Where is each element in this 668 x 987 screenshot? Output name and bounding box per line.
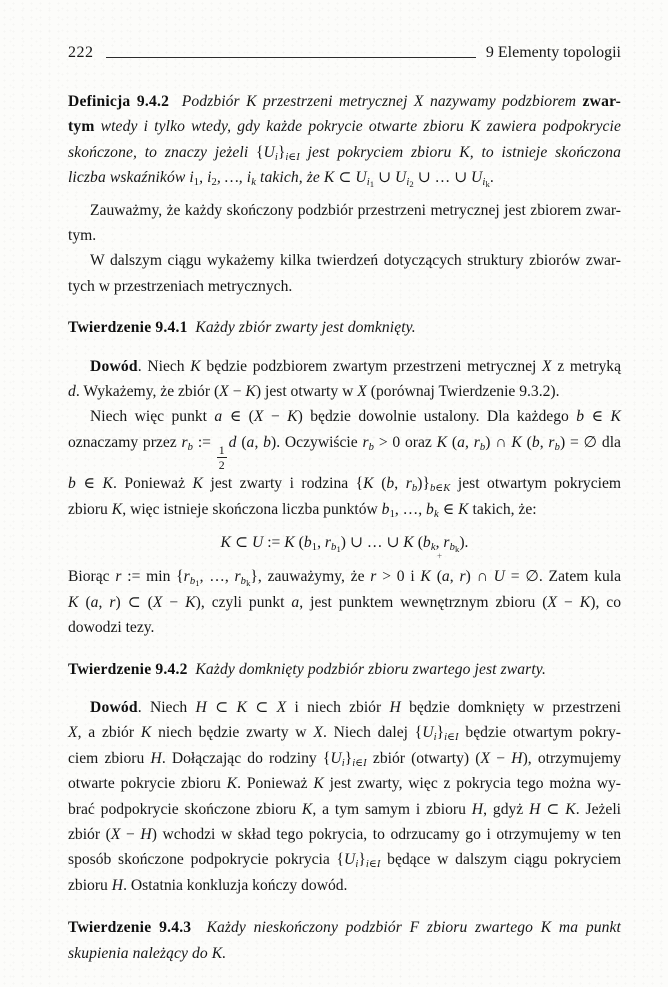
text-line: d. Wykażemy, że zbiór (X − K) jest otwarty w X (porównaj Twierdzenie 9.3.2). bbox=[68, 383, 560, 401]
intro-paragraph bbox=[68, 248, 621, 299]
proof-9-4-2 bbox=[68, 695, 621, 898]
page-number: 222 bbox=[68, 44, 94, 61]
text-line: zbioru K, więc istnieje skończona liczba punktów $b_1$, …, $b_k$ ∈ K takich, że: bbox=[68, 500, 537, 520]
scan-artifact: + bbox=[437, 551, 443, 561]
remark-paragraph bbox=[68, 198, 621, 249]
theorem-9-4-2 bbox=[68, 657, 621, 682]
text-line: K ⊂ U := K ($b_1$, $r_{b_1}$) ∪ … ∪ K ($b_k$, $r_{b_k}$). bbox=[220, 533, 469, 554]
text-line: tym. bbox=[68, 227, 97, 245]
text-line: tych w przestrzeniach metrycznych. bbox=[68, 277, 293, 295]
page-content bbox=[68, 44, 621, 966]
chapter-header: 9 Elementy topologii bbox=[485, 44, 621, 61]
text-line: sposób skończone podpokrycie pokrycia $\{U_i\}_{i\in I}$ będące w dalszym ciągu pokryciem bbox=[68, 851, 621, 871]
text-line: dowodzi tezy. bbox=[68, 619, 155, 637]
text-line: ciem zbioru H. Dołączając do rodziny $\{U_i\}_{i\in I}$ zbiór (otwarty) (X − H), otrzymujemy bbox=[68, 749, 621, 769]
text-line: Dowód. Niech K będzie podzbiorem zwartym przestrzeni metrycznej X z metryką bbox=[90, 357, 621, 375]
text-line: liczba wskaźników $i_1$, $i_2$, …, $i_k$ takich, że K ⊂ $U_{i_1}$ ∪ $U_{i_2}$ ∪ … ∪ $U_{i_k}$. bbox=[68, 169, 494, 190]
text-line: b ∈ K. Ponieważ K jest zwarty i rodzina {K (b, $r_b)\}_{b\in K}$ jest otwartym pokryciem bbox=[68, 475, 621, 495]
text-line: Twierdzenie 9.4.3 Każdy nieskończony podzbiór F zbioru zwartego K ma punkt bbox=[68, 919, 621, 937]
document-body bbox=[68, 89, 621, 966]
proof-9-4-1-part-1 bbox=[68, 354, 621, 405]
text-line: K (a, r) ⊂ (X − K), czyli punkt a, jest punktem wewnętrznym zbioru (X − K), co bbox=[68, 593, 621, 611]
text-line: Twierdzenie 9.4.2 Każdy domknięty podzbiór zbioru zwartego jest zwarty. bbox=[68, 660, 546, 678]
text-line: Niech więc punkt a ∈ (X − K) będzie dowolnie ustalony. Dla każdego b ∈ K bbox=[90, 408, 621, 426]
text-line: skończone, to znaczy jeżeli $\{U_i\}_{i\in I}$ jest pokryciem zbioru K, to istnieje skończona bbox=[68, 143, 621, 163]
theorem-9-4-1 bbox=[68, 315, 621, 340]
proof-9-4-1-conclusion bbox=[68, 564, 621, 640]
text-line: zbiór (X − H) wchodzi w skład tego pokrycia, to odrzucamy go i otrzymujemy w ten bbox=[68, 825, 621, 843]
page-header bbox=[68, 44, 621, 62]
display-equation bbox=[68, 530, 621, 555]
text-line: otwarte pokrycie zbioru K. Ponieważ K jest zwarty, więc z pokrycia tego można wy- bbox=[68, 775, 622, 793]
text-line: tym wtedy i tylko wtedy, gdy każde pokrycie otwarte zbioru K zawiera podpokrycie bbox=[68, 118, 621, 136]
text-line: zbioru H. Ostatnia konkluzja kończy dowód. bbox=[68, 876, 348, 894]
text-line: Dowód. Niech H ⊂ K ⊂ X i niech zbiór H będzie domknięty w przestrzeni bbox=[90, 698, 621, 716]
text-line: Biorąc r := $\min \{r_{b_1}$, …, $r_{b_k}$}, zauważymy, że r > 0 i K (a, r) ∩ U = ∅. Zatem kula bbox=[68, 568, 621, 589]
definition-9-4-2 bbox=[68, 89, 621, 191]
text-line: Twierdzenie 9.4.1 Każdy zbiór zwarty jest domknięty. bbox=[68, 319, 416, 337]
text-line: X, a zbiór K niech będzie zwarty w X. Niech dalej $\{U_i\}_{i\in I}$ będzie otwartym pokry- bbox=[68, 724, 621, 744]
text-line: Definicja 9.4.2 Podzbiór K przestrzeni metrycznej X nazywamy podzbiorem zwar- bbox=[68, 93, 621, 110]
text-line: skupienia należący do K. bbox=[68, 944, 227, 962]
header-rule bbox=[106, 57, 476, 58]
proof-9-4-1-part-2 bbox=[68, 404, 621, 521]
text-line: Zauważmy, że każdy skończony podzbiór przestrzeni metrycznej jest zbiorem zwar- bbox=[90, 201, 621, 219]
text-line: brać podpokrycie skończone zbioru K, a tym samym i zbioru H, gdyż H ⊂ K. Jeżeli bbox=[68, 800, 621, 818]
text-line: oznaczamy przez $r_b$ := $\frac{1}{2}$ d (a, b). Oczywiście $r_b > 0$ oraz K (a, $r_b$) ∩ K (b, $r_b$) = ∅ dla bbox=[68, 433, 621, 472]
theorem-9-4-3 bbox=[68, 915, 621, 966]
text-line: W dalszym ciągu wykażemy kilka twierdzeń dotyczących struktury zbiorów zwar- bbox=[90, 252, 621, 270]
